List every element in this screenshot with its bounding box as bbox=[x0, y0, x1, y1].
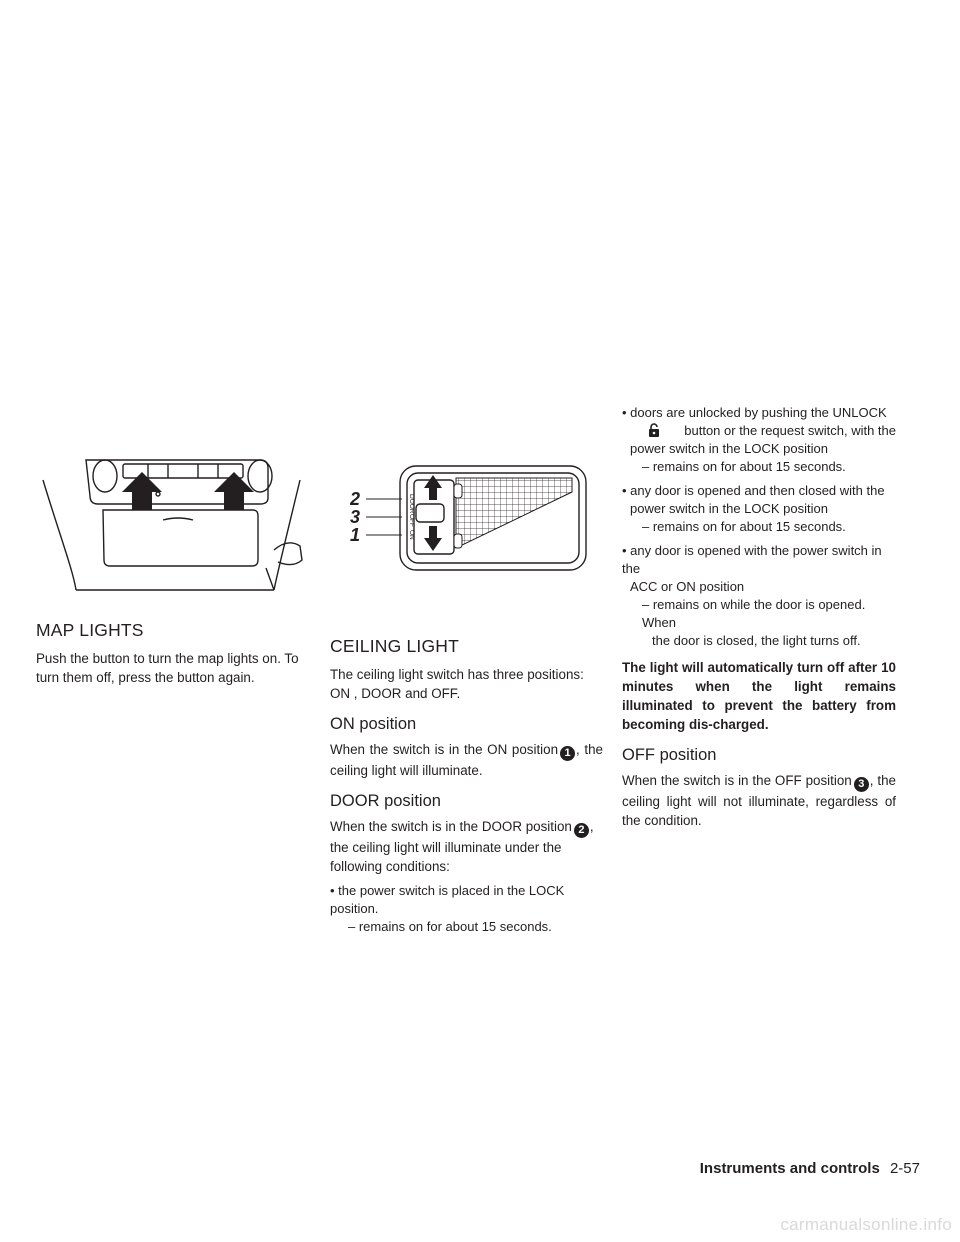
bullet-4-sub-1: – remains on while the door is opened. When bbox=[642, 597, 866, 630]
right-column bbox=[622, 404, 896, 830]
bullet-2-line-3: power switch in the LOCK position bbox=[630, 441, 828, 456]
bullet-2-line-2: button or the request switch, with the bbox=[622, 422, 896, 440]
arrow-up-icon bbox=[424, 475, 442, 500]
map-lights-heading: MAP LIGHTS bbox=[36, 620, 144, 640]
ceiling-light-illustration bbox=[350, 462, 590, 574]
unlock-icon bbox=[648, 423, 660, 437]
figure-label-off: OFF bbox=[408, 514, 415, 527]
callout-3: 3 bbox=[854, 777, 869, 792]
bullet-4-line-2: ACC or ON position bbox=[630, 579, 745, 594]
ceiling-light-heading: CEILING LIGHT bbox=[330, 636, 460, 656]
bullet-2-sub: – remains on for about 15 seconds. bbox=[642, 459, 846, 474]
bullet-4-line-1: • any door is opened with the power switch in the bbox=[622, 543, 882, 576]
on-position-body: When the switch is in the ON position 1 , the ceiling light will illuminate. bbox=[330, 742, 603, 778]
map-lights-illustration bbox=[38, 450, 308, 600]
door-position-body: When the switch is in the DOOR position 2 , the ceiling light will illuminate under the following conditions: bbox=[330, 819, 594, 874]
footer-section-title: Instruments and controls bbox=[699, 1160, 880, 1177]
ceiling-light-intro: The ceiling light switch has three positions: ON , DOOR and OFF. bbox=[330, 667, 584, 701]
callout-1: 1 bbox=[560, 746, 575, 761]
figure-callout-2: 2 bbox=[350, 489, 361, 509]
bullet-3-line-1: • any door is opened and then closed with the bbox=[622, 483, 885, 498]
bullet-3-line-2: power switch in the LOCK position bbox=[630, 501, 828, 516]
watermark: carmanualsonline.info bbox=[780, 1215, 952, 1234]
page-footer bbox=[700, 1160, 920, 1177]
off-position-body: When the switch is in the OFF position 3 , the ceiling light will not illuminate, regardless of the condition. bbox=[622, 773, 896, 828]
figure-callout-3: 3 bbox=[350, 507, 361, 527]
figure-callout-1: 1 bbox=[350, 525, 361, 545]
on-position-heading: ON position bbox=[330, 715, 417, 733]
figure-label-door: DOOR bbox=[408, 494, 415, 514]
arrow-down-icon bbox=[424, 526, 442, 551]
door-bullet-1-sub: – remains on for about 15 seconds. bbox=[348, 919, 552, 934]
off-position-heading: OFF position bbox=[622, 746, 717, 764]
door-bullet-1: • the power switch is placed in the LOCK position. bbox=[330, 883, 565, 916]
bullet-2-line-1: • doors are unlocked by pushing the UNLOCK bbox=[622, 405, 887, 420]
figure-label-on: ON bbox=[408, 530, 415, 540]
bullet-3-sub: – remains on for about 15 seconds. bbox=[642, 519, 846, 534]
auto-off-warning: The light will automatically turn off after 10 minutes when the light remains illuminated to prevent the battery from becoming dis-charged. bbox=[622, 660, 896, 732]
ceiling-light-section bbox=[330, 636, 603, 936]
map-lights-section bbox=[36, 620, 311, 687]
door-position-heading: DOOR position bbox=[330, 792, 441, 810]
callout-2: 2 bbox=[574, 823, 589, 838]
bullet-4-sub-2: the door is closed, the light turns off. bbox=[652, 633, 861, 648]
footer-page-number: 2-57 bbox=[889, 1160, 920, 1177]
map-lights-body: Push the button to turn the map lights on. To turn them off, press the button again. bbox=[36, 651, 299, 685]
